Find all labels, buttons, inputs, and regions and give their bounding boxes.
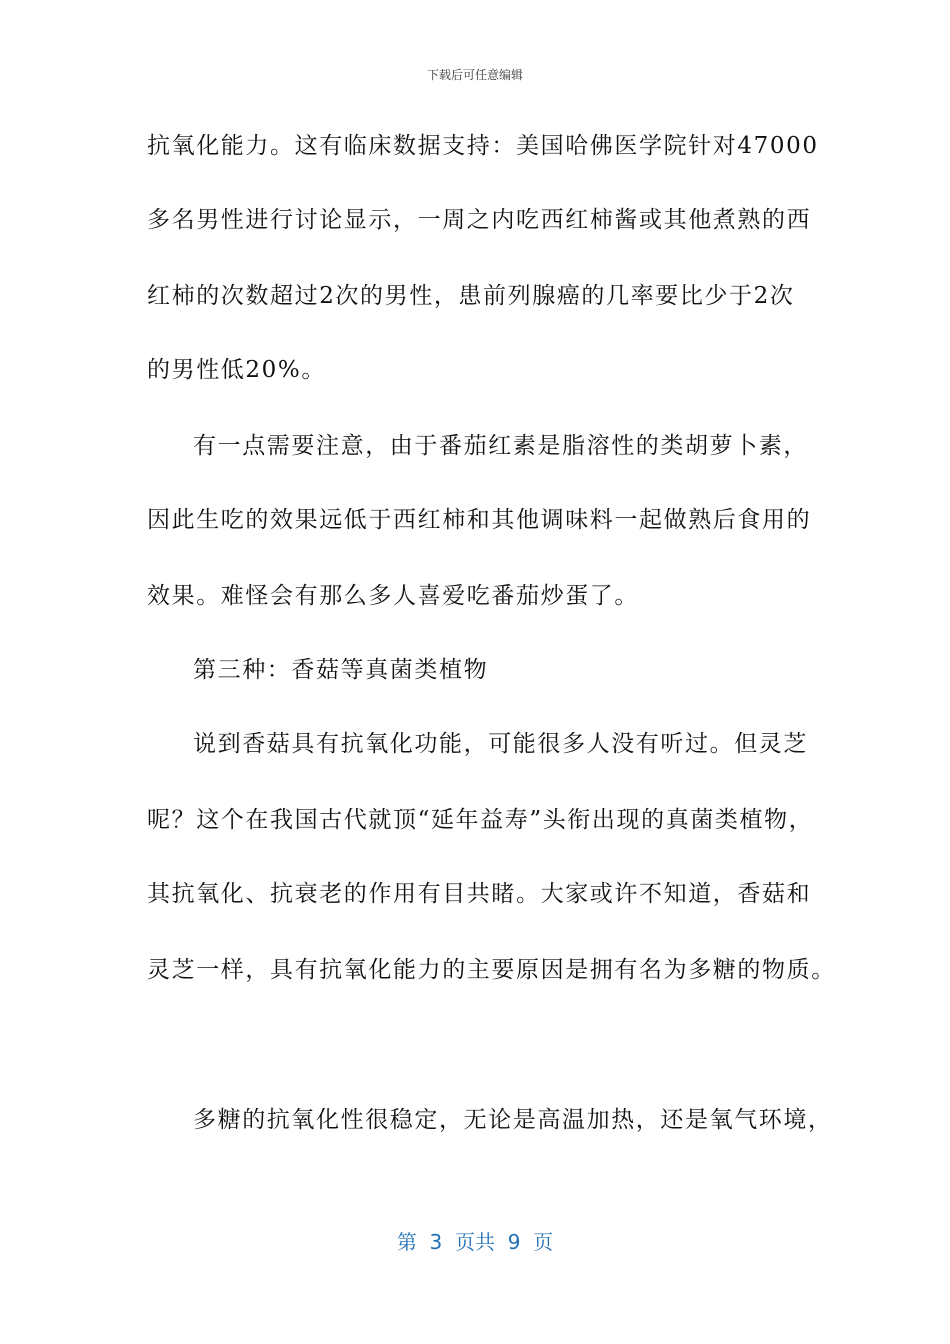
body-line: 呢？这个在我国古代就顶“延年益寿”头衔出现的真菌类植物， — [147, 807, 814, 833]
section-heading: 第三种：香菇等真菌类植物 — [193, 657, 489, 683]
page-number-footer: 第 3 页共 9 页 — [396, 1230, 554, 1254]
body-line: 其抗氧化、抗衰老的作用有目共睹。大家或许不知道，香菇和 — [147, 881, 812, 907]
body-line: 有一点需要注意，由于番茄红素是脂溶性的类胡萝卜素， — [193, 433, 808, 459]
body-line: 因此生吃的效果远低于西红柿和其他调味料一起做熟后食用的 — [147, 507, 812, 533]
body-line: 多糖的抗氧化性很稳定，无论是高温加热，还是氧气环境， — [193, 1107, 833, 1133]
body-line: 效果。难怪会有那么多人喜爱吃番茄炒蛋了。 — [147, 583, 639, 609]
body-line: 灵芝一样，具有抗氧化能力的主要原因是拥有名为多糖的物质。 — [147, 957, 836, 983]
body-line: 说到香菇具有抗氧化功能，可能很多人没有听过。但灵芝 — [193, 731, 808, 757]
body-line: 的男性低20%。 — [147, 357, 326, 383]
page-header-note: 下载后可任意编辑 — [426, 68, 523, 82]
body-line: 抗氧化能力。这有临床数据支持：美国哈佛医学院针对47000 — [147, 133, 819, 159]
body-line: 红柿的次数超过2次的男性，患前列腺癌的几率要比少于2次 — [147, 283, 795, 309]
body-line: 多名男性进行讨论显示，一周之内吃西红柿酱或其他煮熟的西 — [147, 207, 812, 233]
